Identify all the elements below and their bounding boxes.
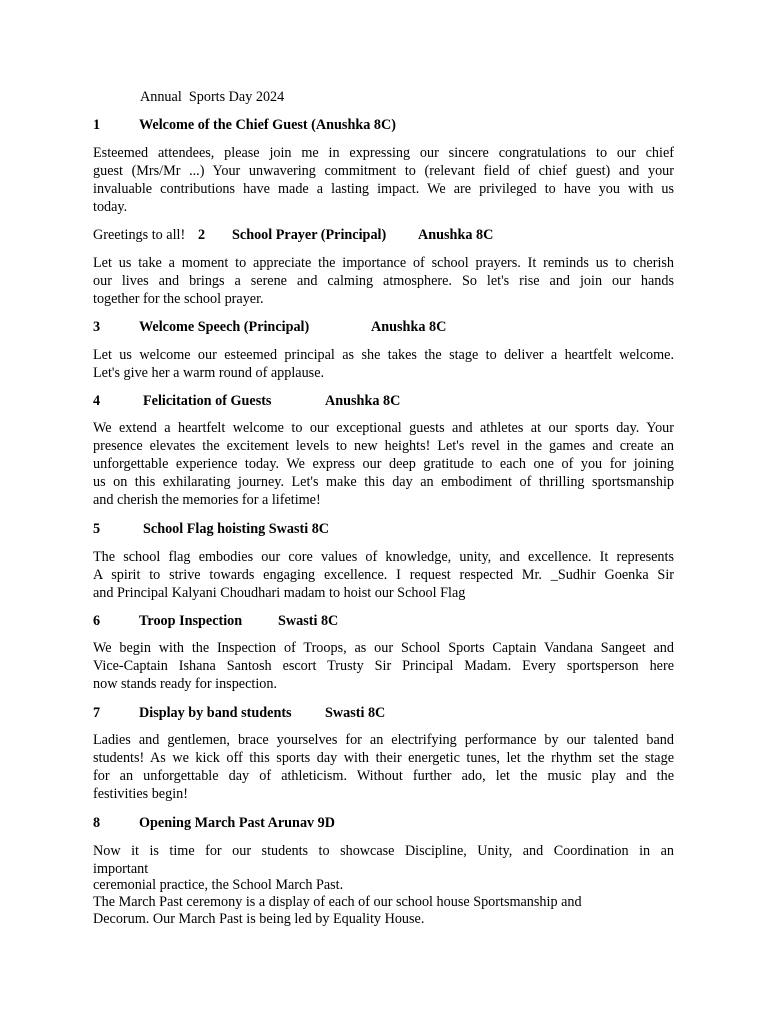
section-7-heading [93, 704, 593, 722]
body-line: unforgettable experience today. We express our deep gratitude to each one of you for joining [93, 456, 674, 472]
section-title: Welcome Speech (Principal) [139, 319, 310, 335]
body-line: guest (Mrs/Mr ...) Your unwavering commitment to (relevant field of chief guest) and your [93, 163, 674, 179]
body-line: Ladies and gentlemen, brace yourselves for an electrifying performance by our talented band [93, 732, 674, 748]
section-title: Felicitation of Guests [143, 393, 272, 409]
body-line: A spirit to strive towards engaging excellence. I request respected Mr. _Sudhir Goenka Sir [93, 567, 674, 583]
section-8-extra-line: The March Past ceremony is a display of each of our school house Sportsmanship and [93, 894, 582, 910]
section-number: 5 [93, 521, 101, 537]
speaker-name: Swasti 8C [278, 613, 339, 629]
speaker-name: Swasti 8C [325, 705, 386, 721]
body-line: our lives and brings a serene and calming atmosphere. So let's rise and join our hands [93, 273, 674, 289]
body-line: We begin with the Inspection of Troops, as our School Sports Captain Vandana Sangeet and [93, 640, 674, 656]
section-3-body [93, 346, 674, 382]
document-title: Annual Sports Day 2024 [140, 89, 285, 105]
body-line: Let's give her a warm round of applause. [93, 365, 325, 381]
body-line: important [93, 861, 149, 877]
section-8-extra-line: Decorum. Our March Past is being led by Equality House. [93, 911, 425, 927]
section-title: Display by band students [139, 705, 292, 721]
body-line: and Principal Kalyani Choudhari madam to hoist our School Flag [93, 585, 466, 601]
section-6-body [93, 639, 674, 693]
section-5-heading [93, 520, 593, 538]
section-title: Troop Inspection [139, 613, 243, 629]
body-line: Vice-Captain Ishana Santosh escort Trusty Sir Principal Madam. Every sportsperson here [93, 658, 674, 674]
body-line: together for the school prayer. [93, 291, 264, 307]
section-2-body [93, 254, 674, 308]
body-line: today. [93, 199, 128, 215]
greeting-text: Greetings to all! [93, 227, 186, 243]
body-line: for an unforgettable day of athleticism. Without further ado, let the music play and the [93, 768, 674, 784]
body-line: presence elevates the excitement levels to new heights! Let's revel in the games and create an [93, 438, 674, 454]
body-line: and cherish the memories for a lifetime! [93, 492, 321, 508]
body-line: We extend a heartfelt welcome to our exceptional guests and athletes at our sports day. Your [93, 420, 674, 436]
section-number: 7 [93, 705, 101, 721]
body-line: Esteemed attendees, please join me in expressing our sincere congratulations to our chief [93, 145, 674, 161]
section-8-body [93, 842, 674, 876]
section-number: 4 [93, 393, 101, 409]
speaker-name: Anushka 8C [325, 393, 401, 409]
section-title: School Prayer (Principal) [232, 227, 387, 243]
section-number: 1 [93, 117, 101, 133]
section-4-heading [93, 392, 593, 410]
section-title: Welcome of the Chief Guest (Anushka 8C) [139, 117, 396, 133]
body-line: us on this exhilarating journey. Let's make this day an embodiment of thrilling sportsmanship [93, 474, 674, 490]
section-title: Opening March Past Arunav 9D [139, 815, 336, 831]
section-number: 3 [93, 319, 101, 335]
body-line: The school flag embodies our core values of knowledge, unity, and excellence. It represents [93, 549, 674, 565]
section-number: 2 [198, 227, 206, 243]
section-3-heading [93, 318, 593, 336]
section-2-heading [93, 226, 593, 244]
section-number: 6 [93, 613, 101, 629]
body-line: Let us welcome our esteemed principal as she takes the stage to deliver a heartfelt welcome. [93, 347, 674, 363]
section-title: School Flag hoisting Swasti 8C [143, 521, 330, 537]
body-line: now stands ready for inspection. [93, 676, 278, 692]
section-number: 8 [93, 815, 101, 831]
body-line: invaluable contributions have made a lasting impact. We are privileged to have you with us [93, 181, 674, 197]
section-6-heading [93, 612, 593, 630]
speaker-name: Anushka 8C [418, 227, 494, 243]
body-line: students! As we kick off this sports day with their energetic tunes, let the rhythm set the stage [93, 750, 674, 766]
section-4-body [93, 419, 674, 509]
section-1-body [93, 144, 674, 216]
body-line: festivities begin! [93, 786, 188, 802]
section-7-body [93, 731, 674, 803]
section-5-body [93, 548, 674, 602]
section-8-extra-line: ceremonial practice, the School March Past. [93, 877, 344, 893]
body-line: Let us take a moment to appreciate the importance of school prayers. It reminds us to cherish [93, 255, 674, 271]
speaker-name: Anushka 8C [371, 319, 447, 335]
section-8-heading [93, 814, 593, 832]
body-line: Now it is time for our students to showcase Discipline, Unity, and Coordination in an [93, 843, 674, 859]
